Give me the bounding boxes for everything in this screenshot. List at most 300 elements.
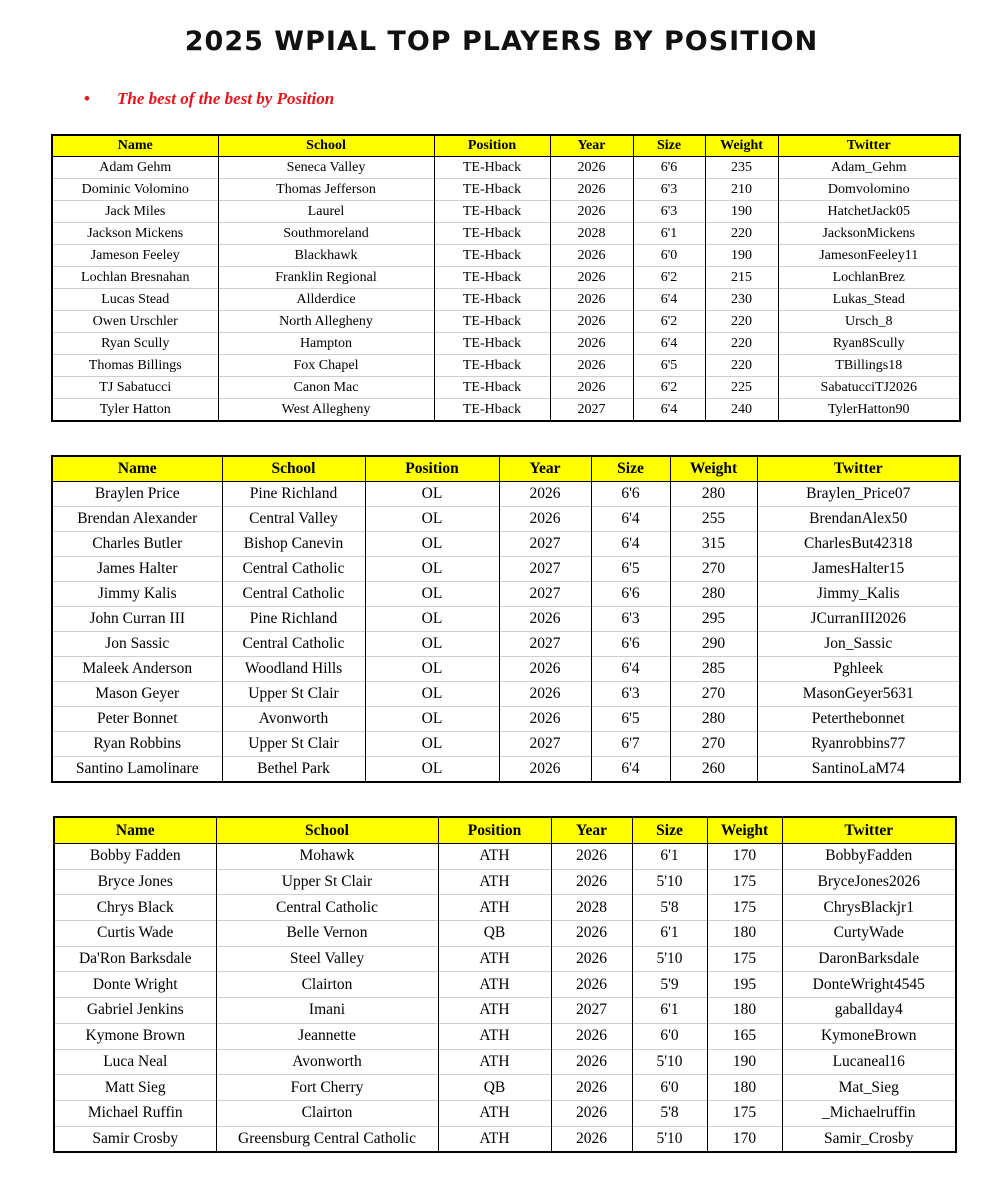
cell-twitter: Mat_Sieg: [782, 1075, 956, 1101]
cell-name: Gabriel Jenkins: [54, 998, 216, 1024]
cell-name: Jack Miles: [52, 201, 218, 223]
cell-twitter: LochlanBrez: [778, 267, 960, 289]
cell-twitter: Domvolomino: [778, 179, 960, 201]
cell-size: 6'4: [591, 657, 670, 682]
cell-weight: 175: [707, 869, 782, 895]
cell-year: 2026: [499, 607, 591, 632]
cell-school: Avonworth: [222, 707, 365, 732]
column-header-twitter: Twitter: [782, 817, 956, 844]
cell-twitter: JamesHalter15: [757, 557, 960, 582]
cell-size: 6'6: [633, 157, 705, 179]
cell-year: 2026: [499, 507, 591, 532]
table-row: [54, 895, 956, 921]
cell-position: ATH: [438, 998, 551, 1024]
column-header-name: Name: [52, 135, 218, 157]
cell-school: Hampton: [218, 333, 434, 355]
cell-weight: 290: [670, 632, 757, 657]
cell-name: Kymone Brown: [54, 1023, 216, 1049]
cell-year: 2026: [551, 921, 632, 947]
cell-size: 6'3: [633, 201, 705, 223]
table-row: [52, 377, 960, 399]
cell-weight: 220: [705, 355, 778, 377]
cell-school: Clairton: [216, 972, 438, 998]
cell-position: QB: [438, 921, 551, 947]
cell-name: Michael Ruffin: [54, 1100, 216, 1126]
table-row: [54, 1023, 956, 1049]
cell-position: OL: [365, 632, 499, 657]
cell-weight: 270: [670, 557, 757, 582]
cell-twitter: TylerHatton90: [778, 399, 960, 422]
table-row: [52, 179, 960, 201]
cell-school: Franklin Regional: [218, 267, 434, 289]
cell-name: Brendan Alexander: [52, 507, 222, 532]
cell-year: 2027: [550, 399, 633, 422]
cell-weight: 280: [670, 707, 757, 732]
cell-weight: 175: [707, 895, 782, 921]
cell-size: 6'2: [633, 311, 705, 333]
cell-size: 6'1: [633, 223, 705, 245]
cell-position: TE-Hback: [434, 223, 550, 245]
column-header-twitter: Twitter: [778, 135, 960, 157]
cell-weight: 295: [670, 607, 757, 632]
table-row: [52, 267, 960, 289]
cell-weight: 270: [670, 682, 757, 707]
cell-weight: 220: [705, 223, 778, 245]
cell-twitter: Adam_Gehm: [778, 157, 960, 179]
cell-size: 5'10: [632, 946, 707, 972]
cell-year: 2026: [551, 869, 632, 895]
cell-twitter: Lukas_Stead: [778, 289, 960, 311]
cell-school: Bethel Park: [222, 757, 365, 783]
column-header-school: School: [222, 456, 365, 482]
cell-size: 6'4: [591, 532, 670, 557]
cell-size: 6'0: [632, 1075, 707, 1101]
cell-twitter: gaballday4: [782, 998, 956, 1024]
cell-position: ATH: [438, 844, 551, 870]
cell-school: Greensburg Central Catholic: [216, 1126, 438, 1152]
cell-year: 2026: [551, 1049, 632, 1075]
table-row: [52, 707, 960, 732]
cell-weight: 235: [705, 157, 778, 179]
cell-year: 2027: [499, 582, 591, 607]
table-row: [52, 732, 960, 757]
table-row: [54, 1049, 956, 1075]
cell-weight: 170: [707, 1126, 782, 1152]
cell-school: Central Catholic: [222, 632, 365, 657]
cell-weight: 175: [707, 1100, 782, 1126]
cell-school: Southmoreland: [218, 223, 434, 245]
cell-position: ATH: [438, 1126, 551, 1152]
cell-name: Lochlan Bresnahan: [52, 267, 218, 289]
cell-year: 2026: [499, 707, 591, 732]
table-row: [54, 869, 956, 895]
cell-size: 5'9: [632, 972, 707, 998]
cell-position: ATH: [438, 869, 551, 895]
cell-name: Jameson Feeley: [52, 245, 218, 267]
cell-school: Allderdice: [218, 289, 434, 311]
cell-year: 2027: [499, 732, 591, 757]
cell-year: 2026: [551, 1126, 632, 1152]
te-hback-table: [51, 134, 961, 422]
cell-name: Chrys Black: [54, 895, 216, 921]
cell-position: ATH: [438, 895, 551, 921]
column-header-weight: Weight: [705, 135, 778, 157]
cell-size: 6'2: [633, 267, 705, 289]
cell-position: OL: [365, 507, 499, 532]
table-row: [54, 998, 956, 1024]
cell-name: Peter Bonnet: [52, 707, 222, 732]
cell-size: 6'3: [591, 682, 670, 707]
cell-size: 6'3: [591, 607, 670, 632]
cell-size: 6'3: [633, 179, 705, 201]
cell-name: Samir Crosby: [54, 1126, 216, 1152]
column-header-weight: Weight: [707, 817, 782, 844]
cell-size: 6'1: [632, 998, 707, 1024]
cell-name: Matt Sieg: [54, 1075, 216, 1101]
table-header-row: [52, 456, 960, 482]
cell-school: Imani: [216, 998, 438, 1024]
table-row: [54, 946, 956, 972]
cell-size: 6'5: [591, 707, 670, 732]
cell-name: Da'Ron Barksdale: [54, 946, 216, 972]
page-title: 2025 WPIAL TOP PLAYERS BY POSITION: [184, 26, 819, 57]
cell-name: Dominic Volomino: [52, 179, 218, 201]
cell-twitter: DonteWright4545: [782, 972, 956, 998]
cell-size: 5'10: [632, 1126, 707, 1152]
column-header-position: Position: [438, 817, 551, 844]
column-header-size: Size: [632, 817, 707, 844]
table-body: [52, 482, 960, 783]
cell-weight: 315: [670, 532, 757, 557]
cell-size: 6'4: [633, 289, 705, 311]
cell-year: 2026: [499, 482, 591, 507]
cell-year: 2026: [550, 355, 633, 377]
column-header-school: School: [218, 135, 434, 157]
table-row: [52, 157, 960, 179]
cell-twitter: Lucaneal16: [782, 1049, 956, 1075]
cell-twitter: Pghleek: [757, 657, 960, 682]
cell-year: 2026: [550, 179, 633, 201]
cell-weight: 280: [670, 482, 757, 507]
cell-weight: 255: [670, 507, 757, 532]
cell-position: ATH: [438, 1049, 551, 1075]
cell-position: OL: [365, 607, 499, 632]
cell-name: Santino Lamolinare: [52, 757, 222, 783]
cell-school: Woodland Hills: [222, 657, 365, 682]
cell-twitter: Jon_Sassic: [757, 632, 960, 657]
table-row: [52, 657, 960, 682]
cell-school: Bishop Canevin: [222, 532, 365, 557]
cell-year: 2026: [551, 1023, 632, 1049]
cell-name: Jimmy Kalis: [52, 582, 222, 607]
cell-twitter: JamesonFeeley11: [778, 245, 960, 267]
table-body: [54, 844, 956, 1153]
cell-size: 6'1: [632, 921, 707, 947]
cell-name: Bryce Jones: [54, 869, 216, 895]
column-header-name: Name: [52, 456, 222, 482]
cell-school: Upper St Clair: [222, 732, 365, 757]
cell-year: 2028: [550, 223, 633, 245]
table-header-row: [52, 135, 960, 157]
cell-school: Central Catholic: [216, 895, 438, 921]
cell-position: TE-Hback: [434, 157, 550, 179]
cell-twitter: Peterthebonnet: [757, 707, 960, 732]
cell-year: 2026: [550, 267, 633, 289]
cell-name: Bobby Fadden: [54, 844, 216, 870]
table-row: [52, 582, 960, 607]
cell-name: Ryan Scully: [52, 333, 218, 355]
cell-position: ATH: [438, 1100, 551, 1126]
cell-size: 6'2: [633, 377, 705, 399]
cell-size: 6'7: [591, 732, 670, 757]
table-header-row: [54, 817, 956, 844]
cell-name: Curtis Wade: [54, 921, 216, 947]
cell-school: Central Catholic: [222, 582, 365, 607]
cell-year: 2026: [551, 844, 632, 870]
table-row: [54, 1126, 956, 1152]
table-row: [52, 557, 960, 582]
cell-twitter: SabatucciTJ2026: [778, 377, 960, 399]
cell-year: 2026: [550, 333, 633, 355]
cell-position: OL: [365, 757, 499, 783]
cell-name: Adam Gehm: [52, 157, 218, 179]
cell-twitter: _Michaelruffin: [782, 1100, 956, 1126]
cell-school: Avonworth: [216, 1049, 438, 1075]
cell-year: 2026: [551, 1075, 632, 1101]
cell-size: 6'1: [632, 844, 707, 870]
cell-twitter: HatchetJack05: [778, 201, 960, 223]
cell-school: Jeannette: [216, 1023, 438, 1049]
cell-weight: 190: [707, 1049, 782, 1075]
cell-position: TE-Hback: [434, 245, 550, 267]
cell-position: QB: [438, 1075, 551, 1101]
cell-year: 2026: [550, 245, 633, 267]
cell-twitter: Samir_Crosby: [782, 1126, 956, 1152]
cell-weight: 220: [705, 333, 778, 355]
ath-table: [53, 816, 957, 1153]
cell-twitter: DaronBarksdale: [782, 946, 956, 972]
cell-position: TE-Hback: [434, 289, 550, 311]
cell-position: OL: [365, 707, 499, 732]
cell-position: TE-Hback: [434, 267, 550, 289]
cell-size: 5'10: [632, 869, 707, 895]
cell-weight: 165: [707, 1023, 782, 1049]
table-row: [54, 1100, 956, 1126]
column-header-position: Position: [365, 456, 499, 482]
cell-position: TE-Hback: [434, 377, 550, 399]
cell-twitter: CurtyWade: [782, 921, 956, 947]
cell-position: ATH: [438, 972, 551, 998]
cell-twitter: Braylen_Price07: [757, 482, 960, 507]
cell-twitter: TBillings18: [778, 355, 960, 377]
cell-school: Mohawk: [216, 844, 438, 870]
cell-position: ATH: [438, 946, 551, 972]
cell-school: Canon Mac: [218, 377, 434, 399]
cell-twitter: CharlesBut42318: [757, 532, 960, 557]
cell-size: 6'6: [591, 482, 670, 507]
cell-school: Central Catholic: [222, 557, 365, 582]
table-row: [54, 972, 956, 998]
cell-name: Lucas Stead: [52, 289, 218, 311]
cell-weight: 180: [707, 998, 782, 1024]
subtitle-text: The best of the best by Position: [117, 89, 335, 108]
table-row: [52, 482, 960, 507]
cell-weight: 230: [705, 289, 778, 311]
cell-weight: 195: [707, 972, 782, 998]
cell-position: TE-Hback: [434, 355, 550, 377]
subtitle: [84, 89, 334, 109]
cell-school: Central Valley: [222, 507, 365, 532]
cell-name: Luca Neal: [54, 1049, 216, 1075]
cell-size: 6'5: [591, 557, 670, 582]
cell-twitter: Ryanrobbins77: [757, 732, 960, 757]
cell-twitter: BrendanAlex50: [757, 507, 960, 532]
cell-size: 6'4: [591, 507, 670, 532]
cell-name: Maleek Anderson: [52, 657, 222, 682]
cell-size: 6'5: [633, 355, 705, 377]
cell-year: 2026: [550, 201, 633, 223]
cell-size: 6'4: [633, 399, 705, 422]
table-body: [52, 157, 960, 422]
cell-weight: 190: [705, 201, 778, 223]
column-header-year: Year: [550, 135, 633, 157]
cell-name: Thomas Billings: [52, 355, 218, 377]
column-header-year: Year: [499, 456, 591, 482]
table-row: [52, 223, 960, 245]
cell-school: Upper St Clair: [222, 682, 365, 707]
cell-twitter: Jimmy_Kalis: [757, 582, 960, 607]
cell-school: Pine Richland: [222, 607, 365, 632]
cell-year: 2027: [499, 632, 591, 657]
table-row: [52, 607, 960, 632]
cell-name: Donte Wright: [54, 972, 216, 998]
cell-weight: 260: [670, 757, 757, 783]
column-header-name: Name: [54, 817, 216, 844]
cell-school: Seneca Valley: [218, 157, 434, 179]
cell-weight: 215: [705, 267, 778, 289]
cell-year: 2026: [550, 311, 633, 333]
cell-size: 6'4: [591, 757, 670, 783]
cell-name: Jon Sassic: [52, 632, 222, 657]
cell-year: 2026: [551, 946, 632, 972]
cell-size: 6'0: [633, 245, 705, 267]
cell-year: 2028: [551, 895, 632, 921]
cell-year: 2026: [550, 289, 633, 311]
cell-twitter: Ursch_8: [778, 311, 960, 333]
cell-twitter: Ryan8Scully: [778, 333, 960, 355]
cell-twitter: SantinoLaM74: [757, 757, 960, 783]
column-header-weight: Weight: [670, 456, 757, 482]
cell-position: OL: [365, 557, 499, 582]
table-row: [52, 399, 960, 422]
table-row: [52, 311, 960, 333]
cell-twitter: ChrysBlackjr1: [782, 895, 956, 921]
cell-year: 2026: [499, 682, 591, 707]
cell-school: North Allegheny: [218, 311, 434, 333]
cell-year: 2027: [499, 532, 591, 557]
cell-weight: 210: [705, 179, 778, 201]
cell-year: 2026: [550, 157, 633, 179]
table-row: [54, 844, 956, 870]
cell-twitter: BobbyFadden: [782, 844, 956, 870]
cell-weight: 180: [707, 1075, 782, 1101]
cell-position: OL: [365, 657, 499, 682]
cell-weight: 280: [670, 582, 757, 607]
cell-school: Thomas Jefferson: [218, 179, 434, 201]
cell-weight: 190: [705, 245, 778, 267]
cell-name: Mason Geyer: [52, 682, 222, 707]
cell-year: 2026: [551, 972, 632, 998]
cell-school: Upper St Clair: [216, 869, 438, 895]
cell-position: OL: [365, 582, 499, 607]
cell-twitter: JCurranIII2026: [757, 607, 960, 632]
table-row: [54, 1075, 956, 1101]
cell-name: Braylen Price: [52, 482, 222, 507]
cell-position: TE-Hback: [434, 311, 550, 333]
cell-name: James Halter: [52, 557, 222, 582]
cell-size: 5'8: [632, 895, 707, 921]
cell-weight: 170: [707, 844, 782, 870]
table-row: [52, 333, 960, 355]
cell-position: TE-Hback: [434, 333, 550, 355]
cell-size: 6'4: [633, 333, 705, 355]
column-header-school: School: [216, 817, 438, 844]
cell-position: OL: [365, 682, 499, 707]
cell-position: OL: [365, 532, 499, 557]
cell-twitter: JacksonMickens: [778, 223, 960, 245]
cell-twitter: MasonGeyer5631: [757, 682, 960, 707]
table-row: [52, 245, 960, 267]
column-header-size: Size: [591, 456, 670, 482]
cell-weight: 270: [670, 732, 757, 757]
table-row: [52, 507, 960, 532]
cell-weight: 180: [707, 921, 782, 947]
column-header-position: Position: [434, 135, 550, 157]
cell-twitter: KymoneBrown: [782, 1023, 956, 1049]
cell-name: John Curran III: [52, 607, 222, 632]
table-row: [52, 682, 960, 707]
ol-table: [51, 455, 961, 783]
cell-position: OL: [365, 482, 499, 507]
cell-school: Blackhawk: [218, 245, 434, 267]
cell-position: ATH: [438, 1023, 551, 1049]
cell-weight: 225: [705, 377, 778, 399]
cell-size: 6'0: [632, 1023, 707, 1049]
table-row: [52, 201, 960, 223]
table-row: [52, 289, 960, 311]
cell-position: TE-Hback: [434, 201, 550, 223]
cell-year: 2026: [499, 757, 591, 783]
cell-name: Owen Urschler: [52, 311, 218, 333]
cell-weight: 220: [705, 311, 778, 333]
table-row: [52, 355, 960, 377]
cell-size: 6'6: [591, 632, 670, 657]
cell-school: West Allegheny: [218, 399, 434, 422]
cell-weight: 175: [707, 946, 782, 972]
cell-year: 2026: [550, 377, 633, 399]
cell-year: 2026: [551, 1100, 632, 1126]
cell-position: TE-Hback: [434, 399, 550, 422]
cell-size: 5'10: [632, 1049, 707, 1075]
cell-name: Jackson Mickens: [52, 223, 218, 245]
cell-size: 5'8: [632, 1100, 707, 1126]
cell-school: Fort Cherry: [216, 1075, 438, 1101]
table-row: [52, 757, 960, 783]
cell-school: Laurel: [218, 201, 434, 223]
table-row: [52, 532, 960, 557]
bullet-icon: •: [84, 89, 90, 108]
cell-school: Fox Chapel: [218, 355, 434, 377]
